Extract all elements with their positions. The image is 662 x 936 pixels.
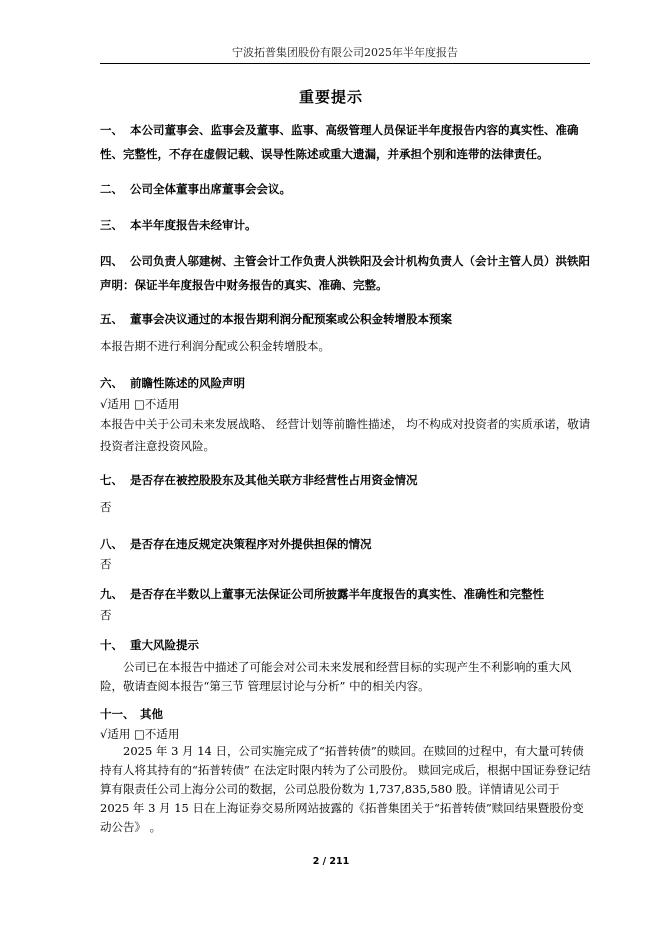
item-11-text: 其他 [140, 707, 163, 721]
item-5-number: 五、 [100, 312, 123, 326]
item-10-text: 重大风险提示 [130, 638, 199, 652]
item-3-number: 三、 [100, 218, 123, 232]
item-10-number: 十、 [100, 638, 123, 652]
item-9-text: 是否存在半数以上董事无法保证公司所披露半年度报告的真实性、准确性和完整性 [130, 587, 544, 601]
item-10 [100, 633, 592, 657]
item-2-text: 公司全体董事出席董事会会议。 [130, 182, 291, 196]
item-11 [100, 702, 592, 726]
item-9 [100, 582, 592, 606]
item-8-number: 八、 [100, 537, 123, 551]
item-1 [100, 118, 592, 166]
running-header: 宁波拓普集团股份有限公司2025年半年度报告 [232, 46, 458, 59]
item-3 [100, 213, 592, 237]
item-6-body: 本报告中关于公司未来发展战略、 经营计划等前瞻性描述， 均不构成对投资者的实质承诺，敬请投资者注意投资风险。 [100, 417, 591, 453]
item-7 [100, 468, 592, 492]
item-6-text: 前瞻性陈述的风险声明 [130, 376, 245, 390]
item-5 [100, 307, 592, 331]
item-6-number: 六、 [100, 376, 123, 390]
item-11-options: √适用 □不适用 [100, 727, 180, 741]
item-11-body: 2025 年 3 月 14 日，公司实施完成了“拓普转债”的赎回。在赎回的过程中，有大量可转债持有人将其持有的“拓普转债” 在法定时限内转为了公司股份。 赎回完成后，根据中国证券登记结算有限责任公司上海分公司的数据，公司总股份数为 1,737,835,580 股。详情请见公司于 2025 年 3 月 15 日在上海证券交易所网站披露的《拓普集团关于“拓普转债”赎回结果暨股份变动公告》 。 [100, 744, 591, 834]
item-2 [100, 177, 592, 201]
item-4 [100, 249, 592, 297]
item-5-text: 董事会决议通过的本报告期利润分配预案或公积金转增股本预案 [130, 312, 452, 326]
item-11-number: 十一、 [100, 707, 135, 721]
item-9-body: 否 [100, 608, 112, 622]
item-9-number: 九、 [100, 587, 123, 601]
item-10-body: 公司已在本报告中描述了可能会对公司未来发展和经营目标的实现产生不利影响的重大风险，敬请查阅本报告“第三节 管理层讨论与分析” 中的相关内容。 [100, 660, 572, 693]
item-1-text: 本公司董事会、监事会及董事、监事、高级管理人员保证半年度报告内容的真实性、准确性、完整性，不存在虚假记载、误导性陈述或重大遗漏，并承担个别和连带的法律责任。 [100, 123, 579, 161]
header-rule [100, 63, 590, 64]
item-7-body: 否 [100, 500, 112, 514]
item-6 [100, 371, 592, 395]
item-7-number: 七、 [100, 473, 123, 487]
item-4-number: 四、 [100, 254, 123, 268]
item-7-text: 是否存在被控股股东及其他关联方非经营性占用资金情况 [130, 473, 418, 487]
item-2-number: 二、 [100, 182, 123, 196]
item-4-text: 公司负责人邬建树、主管会计工作负责人洪铁阳及会计机构负责人（会计主管人员）洪铁阳声明：保证半年度报告中财务报告的真实、准确、完整。 [100, 254, 590, 292]
item-1-number: 一、 [100, 123, 123, 137]
page-number: 2 / 211 [312, 856, 350, 867]
item-3-text: 本半年度报告未经审计。 [130, 218, 257, 232]
item-8-text: 是否存在违反规定决策程序对外提供担保的情况 [130, 537, 372, 551]
item-5-body: 本报告期不进行利润分配或公积金转增股本。 [100, 339, 330, 353]
item-8-body: 否 [100, 557, 112, 571]
item-6-options: √适用 □不适用 [100, 397, 180, 411]
page-title: 重要提示 [298, 88, 363, 106]
